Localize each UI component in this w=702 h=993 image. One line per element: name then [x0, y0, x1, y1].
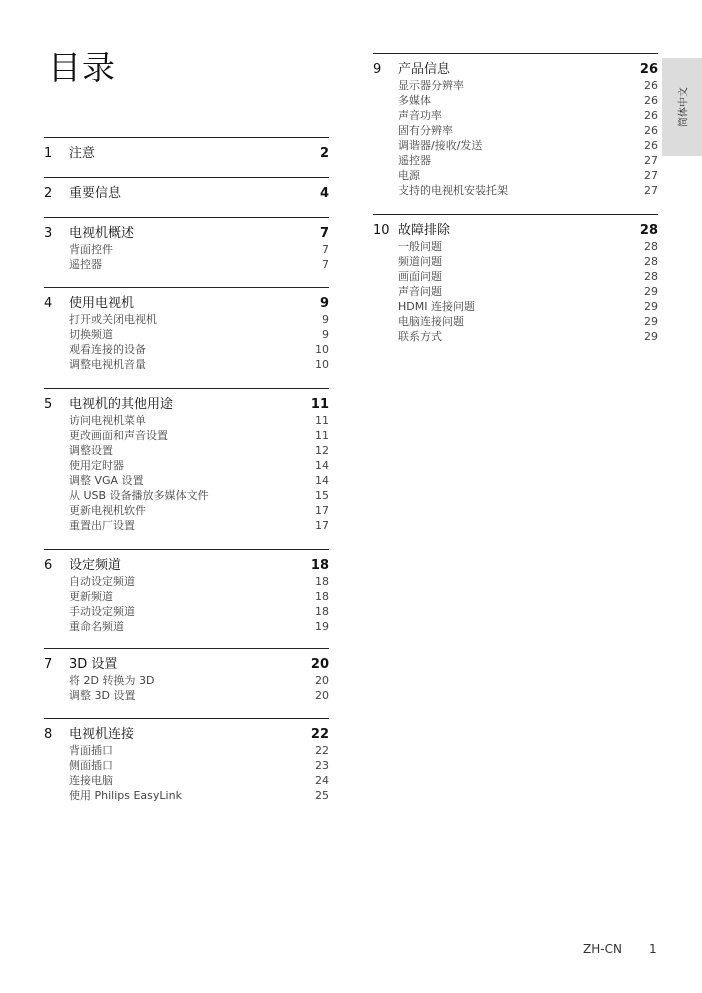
footer-language-code: ZH-CN: [583, 942, 622, 956]
page-title: 目录: [48, 48, 116, 87]
toc-entry[interactable]: [44, 413, 329, 428]
entry-title: 背面插口: [69, 744, 113, 757]
entry-title: 声音功率: [398, 109, 442, 122]
entry-page-number: 12: [315, 444, 329, 457]
entry-page-number: 29: [644, 315, 658, 328]
entry-title: 显示器分辨率: [398, 79, 464, 92]
toc-entry[interactable]: [44, 473, 329, 488]
entry-page-number: 28: [644, 255, 658, 268]
entry-page-number: 9: [322, 328, 329, 341]
entry-title: 调整设置: [69, 444, 113, 457]
entry-page-number: 26: [644, 109, 658, 122]
toc-entry[interactable]: [373, 93, 658, 108]
entry-page-number: 14: [315, 474, 329, 487]
entry-title: 电脑连接问题: [398, 315, 464, 328]
entry-page-number: 7: [322, 258, 329, 271]
section-title: 产品信息: [398, 62, 451, 77]
section-page-number: 26: [639, 62, 658, 77]
entry-title: 手动设定频道: [69, 605, 135, 618]
section-number: 9: [373, 62, 382, 77]
toc-entry[interactable]: [373, 168, 658, 183]
section-number: 6: [44, 558, 53, 573]
entry-page-number: 15: [315, 489, 329, 502]
entry-title: 多媒体: [398, 94, 431, 107]
toc-entry[interactable]: [373, 284, 658, 299]
entry-title: 频道问题: [398, 255, 442, 268]
section-page-number: 4: [319, 186, 329, 201]
toc-entry[interactable]: [44, 257, 329, 272]
toc-entry[interactable]: [44, 312, 329, 327]
section-title: 使用电视机: [69, 296, 135, 311]
entry-page-number: 10: [315, 358, 329, 371]
entry-page-number: 26: [644, 124, 658, 137]
section-number: 3: [44, 226, 53, 241]
entry-page-number: 18: [315, 605, 329, 618]
entry-page-number: 24: [315, 774, 329, 787]
toc-section: [44, 137, 329, 162]
entry-title: 画面问题: [398, 270, 442, 283]
entry-page-number: 14: [315, 459, 329, 472]
section-title: 电视机连接: [69, 727, 135, 742]
entry-page-number: 23: [315, 759, 329, 772]
section-number: 2: [44, 186, 53, 201]
entry-title: 联系方式: [398, 330, 442, 343]
toc-section-heading[interactable]: [44, 295, 329, 312]
entry-page-number: 26: [644, 79, 658, 92]
toc-entry[interactable]: [44, 604, 329, 619]
toc-section: [44, 718, 329, 803]
toc-section-heading[interactable]: [44, 656, 329, 673]
entry-page-number: 26: [644, 94, 658, 107]
entry-title: 使用 Philips EasyLink: [69, 789, 182, 802]
entry-page-number: 11: [315, 429, 329, 442]
entry-title: 使用定时器: [69, 459, 124, 472]
toc-section: [373, 53, 658, 198]
entry-page-number: 25: [315, 789, 329, 802]
section-title: 电视机的其他用途: [69, 397, 174, 412]
entry-title: 背面控件: [69, 243, 113, 256]
toc-section-heading[interactable]: [44, 557, 329, 574]
toc-entry[interactable]: [44, 428, 329, 443]
entry-title: 连接电脑: [69, 774, 113, 787]
toc-entry[interactable]: [373, 183, 658, 198]
entry-page-number: 28: [644, 270, 658, 283]
toc-section: [373, 214, 658, 344]
entry-page-number: 29: [644, 330, 658, 343]
toc-entry[interactable]: [44, 589, 329, 604]
entry-page-number: 9: [322, 313, 329, 326]
entry-title: 遥控器: [398, 154, 431, 167]
section-page-number: 20: [310, 657, 329, 672]
entry-page-number: 7: [322, 243, 329, 256]
entry-page-number: 29: [644, 300, 658, 313]
toc-entry[interactable]: [44, 673, 329, 688]
section-page-number: 22: [310, 727, 329, 742]
toc-section-heading[interactable]: [44, 396, 329, 413]
section-title: 重要信息: [69, 186, 122, 201]
entry-title: 重置出厂设置: [69, 519, 135, 532]
entry-title: 访问电视机菜单: [69, 414, 146, 427]
entry-title: 调谐器/接收/发送: [398, 139, 483, 152]
entry-page-number: 22: [315, 744, 329, 757]
toc-entry[interactable]: [44, 574, 329, 589]
toc-entry[interactable]: [44, 357, 329, 372]
toc-entry[interactable]: [373, 78, 658, 93]
entry-page-number: 20: [315, 689, 329, 702]
entry-title: 调整 3D 设置: [69, 689, 136, 702]
section-title: 故障排除: [398, 223, 451, 238]
entry-page-number: 19: [315, 620, 329, 633]
entry-title: 遥控器: [69, 258, 102, 271]
toc-section-heading[interactable]: [44, 145, 329, 162]
toc-entry[interactable]: [44, 342, 329, 357]
entry-page-number: 18: [315, 590, 329, 603]
toc-section: [44, 388, 329, 533]
toc-section-heading[interactable]: [44, 726, 329, 743]
toc-entry[interactable]: [373, 314, 658, 329]
toc-entry[interactable]: [44, 488, 329, 503]
toc-entry[interactable]: [44, 503, 329, 518]
entry-title: 支持的电视机安装托架: [398, 184, 508, 197]
entry-title: 将 2D 转换为 3D: [69, 674, 155, 687]
entry-title: 调整电视机音量: [69, 358, 146, 371]
entry-page-number: 26: [644, 139, 658, 152]
section-title: 电视机概述: [69, 226, 135, 241]
section-page-number: 11: [310, 397, 329, 412]
toc-entry[interactable]: [44, 242, 329, 257]
entry-title: HDMI 连接问题: [398, 300, 475, 313]
toc-section-heading[interactable]: [373, 222, 658, 239]
section-number: 1: [44, 146, 53, 161]
toc-entry[interactable]: [44, 619, 329, 634]
section-title: 3D 设置: [69, 657, 118, 672]
entry-page-number: 28: [644, 240, 658, 253]
entry-page-number: 17: [315, 519, 329, 532]
toc-section: [44, 177, 329, 202]
entry-title: 固有分辨率: [398, 124, 453, 137]
entry-title: 调整 VGA 设置: [69, 474, 144, 487]
section-number: 10: [373, 223, 390, 238]
toc-section: [44, 287, 329, 372]
toc-entry[interactable]: [373, 123, 658, 138]
section-page-number: 18: [310, 558, 329, 573]
toc-section: [44, 217, 329, 272]
toc-entry[interactable]: [373, 239, 658, 254]
toc-entry[interactable]: [44, 327, 329, 342]
toc-entry[interactable]: [44, 743, 329, 758]
entry-title: 声音问题: [398, 285, 442, 298]
entry-page-number: 29: [644, 285, 658, 298]
entry-page-number: 17: [315, 504, 329, 517]
toc-entry[interactable]: [44, 773, 329, 788]
language-side-tab: [662, 58, 702, 156]
entry-page-number: 27: [644, 169, 658, 182]
entry-page-number: 27: [644, 154, 658, 167]
entry-page-number: 18: [315, 575, 329, 588]
entry-title: 更新电视机软件: [69, 504, 146, 517]
toc-entry[interactable]: [44, 458, 329, 473]
toc-entry[interactable]: [373, 108, 658, 123]
entry-title: 打开或关闭电视机: [69, 313, 157, 326]
section-number: 8: [44, 727, 53, 742]
entry-title: 观看连接的设备: [69, 343, 146, 356]
section-number: 7: [44, 657, 53, 672]
toc-entry[interactable]: [44, 518, 329, 533]
entry-title: 更改画面和声音设置: [69, 429, 168, 442]
toc-section: [44, 549, 329, 634]
entry-page-number: 20: [315, 674, 329, 687]
section-title: 注意: [69, 146, 96, 161]
toc-section-heading[interactable]: [44, 185, 329, 202]
section-number: 5: [44, 397, 53, 412]
entry-title: 切换频道: [69, 328, 113, 341]
entry-title: 侧面插口: [69, 759, 113, 772]
toc-entry[interactable]: [44, 688, 329, 703]
section-page-number: 2: [319, 146, 329, 161]
entry-title: 更新频道: [69, 590, 113, 603]
toc-entry[interactable]: [44, 443, 329, 458]
toc-entry[interactable]: [373, 254, 658, 269]
toc-section: [44, 648, 329, 703]
entry-page-number: 10: [315, 343, 329, 356]
toc-entry[interactable]: [373, 153, 658, 168]
footer-page-number: 1: [649, 942, 657, 956]
entry-title: 一般问题: [398, 240, 442, 253]
toc-entry[interactable]: [44, 788, 329, 803]
entry-title: 自动设定频道: [69, 575, 135, 588]
section-number: 4: [44, 296, 53, 311]
toc-entry[interactable]: [44, 758, 329, 773]
toc-entry[interactable]: [373, 269, 658, 284]
toc-entry[interactable]: [373, 329, 658, 344]
section-page-number: 7: [319, 226, 329, 241]
section-page-number: 28: [639, 223, 658, 238]
toc-section-heading[interactable]: [44, 225, 329, 242]
language-tab-label: 简体中文: [678, 87, 690, 127]
entry-title: 电源: [398, 169, 420, 182]
toc-entry[interactable]: [373, 138, 658, 153]
entry-page-number: 27: [644, 184, 658, 197]
entry-title: 重命名频道: [69, 620, 124, 633]
entry-title: 从 USB 设备播放多媒体文件: [69, 489, 209, 502]
toc-entry[interactable]: [373, 299, 658, 314]
toc-section-heading[interactable]: [373, 61, 658, 78]
section-title: 设定频道: [69, 558, 122, 573]
section-page-number: 9: [319, 296, 329, 311]
entry-page-number: 11: [315, 414, 329, 427]
